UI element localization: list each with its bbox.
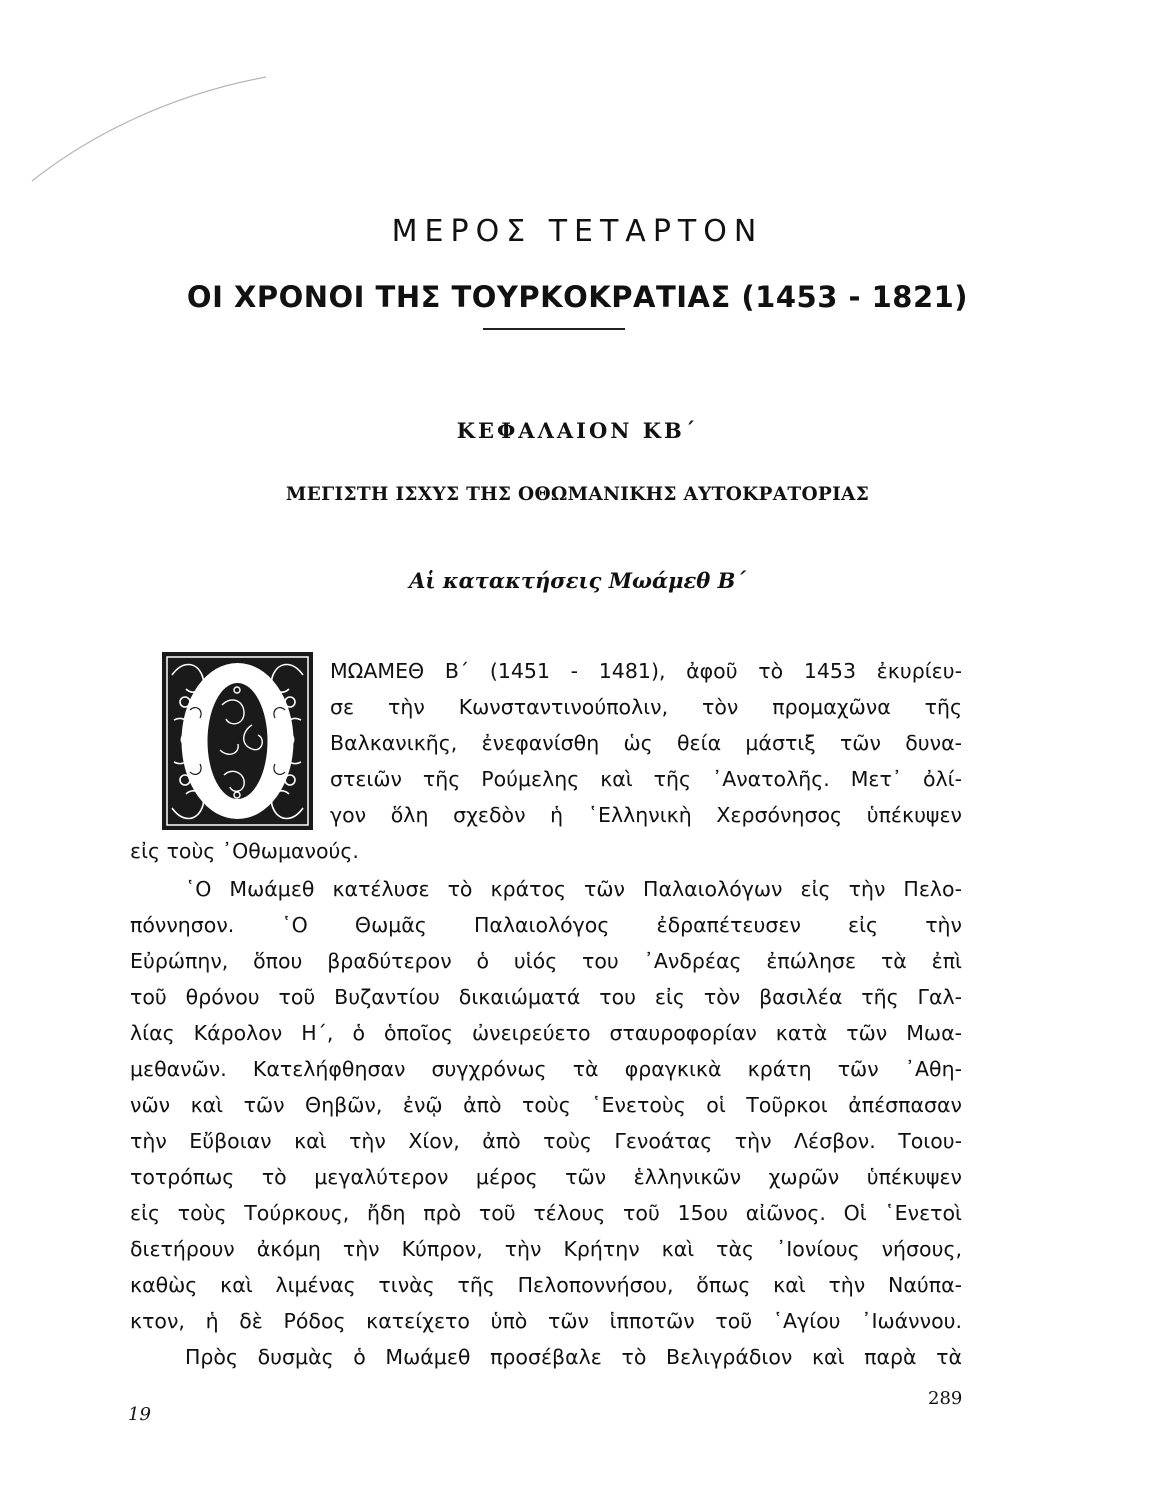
pencil-stroke	[30, 75, 270, 185]
body-line-8: πόννησον. ῾Ο Θωμᾶς Παλαιολόγος ἐδραπέτευσεν εἰς τὴν	[130, 913, 962, 937]
body-line-3: Βαλκανικῆς, ἐνεφανίσθη ὡς θεία μάστιξ τῶν δυνα-	[330, 731, 962, 755]
body-line-20: Πρὸς δυσμὰς ὁ Μωάμεθ προσέβαλε τὸ Βελιγράδιον καὶ παρὰ τὰ	[185, 1345, 962, 1369]
ornamental-initial	[160, 650, 315, 832]
body-line-6: εἰς τοὺς ᾿Οθωμανούς.	[130, 839, 359, 863]
body-line-19: κτον, ἡ δὲ Ρόδος κατείχετο ὑπὸ τῶν ἱπποτῶν τοῦ ῾Αγίου ᾿Ιωάννου.	[130, 1309, 962, 1333]
body-line-7: ῾Ο Μωάμεθ κατέλυσε τὸ κράτος τῶν Παλαιολόγων εἰς τὴν Πελο-	[185, 877, 962, 901]
heading-rule	[483, 328, 625, 330]
chapter-number: ΚΕΦΑΛΑΙΟΝ ΚΒ΄	[456, 418, 699, 443]
part-subheading: ΟΙ ΧΡΟΝΟΙ ΤΗΣ ΤΟΥΡΚΟΚΡΑΤΙΑΣ (1453 - 1821)	[186, 280, 969, 314]
body-line-16: εἰς τοὺς Τούρκους, ἤδη πρὸ τοῦ τέλους τοῦ 15ου αἰῶνος. Οἱ ῾Ενετοὶ	[130, 1201, 962, 1225]
part-heading: ΜΕΡΟΣ ΤΕΤΑΡΤΟΝ	[391, 214, 764, 249]
body-line-13: νῶν καὶ τῶν Θηβῶν, ἐνῷ ἀπὸ τοὺς ῾Ενετοὺς οἱ Τοῦρκοι ἀπέσπασαν	[130, 1093, 962, 1117]
body-line-11: λίας Κάρολον Η΄, ὁ ὁποῖος ὠνειρεύετο σταυροφορίαν κατὰ τῶν Μωα-	[130, 1021, 962, 1045]
chapter-title: ΜΕΓΙΣΤΗ ΙΣΧΥΣ ΤΗΣ ΟΘΩΜΑΝΙΚΗΣ ΑΥΤΟΚΡΑΤΟΡΙΑΣ	[285, 484, 870, 505]
section-title: Αἱ κατακτήσεις Μωάμεθ Β΄	[409, 568, 746, 593]
body-line-17: διετήρουν ἀκόμη τὴν Κύπρον, τὴν Κρήτην καὶ τὰς ᾿Ιονίους νήσους,	[130, 1237, 962, 1261]
body-line-18: καθὼς καὶ λιμένας τινὰς τῆς Πελοποννήσου, ὅπως καὶ τὴν Ναύπα-	[130, 1273, 962, 1297]
body-line-4: στειῶν τῆς Ρούμελης καὶ τῆς ᾿Ανατολῆς. Μετ᾿ ὀλί-	[330, 767, 962, 791]
body-line-14: τὴν Εὔβοιαν καὶ τὴν Χίον, ἀπὸ τοὺς Γενοάτας τὴν Λέσβον. Τοιου-	[130, 1129, 962, 1153]
signature-mark: 19	[128, 1404, 151, 1425]
body-line-5: γον ὅλη σχεδὸν ἡ ῾Ελληνικὴ Χερσόνησος ὑπέκυψεν	[330, 803, 962, 827]
body-line-10: τοῦ θρόνου τοῦ Βυζαντίου δικαιώματά του εἰς τὸν βασιλέα τῆς Γαλ-	[130, 985, 962, 1009]
body-line-2: σε τὴν Κωνσταντινούπολιν, τὸν προμαχῶνα τῆς	[330, 695, 962, 719]
body-line-12: μεθανῶν. Κατελήφθησαν συγχρόνως τὰ φραγκικὰ κράτη τῶν ᾿Αθη-	[130, 1057, 962, 1081]
body-line-9: Εὐρώπην, ὅπου βραδύτερον ὁ υἱός του ᾿Ανδρέας ἐπώλησε τὰ ἐπὶ	[130, 949, 962, 973]
body-line-15: τοτρόπως τὸ μεγαλύτερον μέρος τῶν ἑλληνικῶν χωρῶν ὑπέκυψεν	[130, 1165, 962, 1189]
page-number: 289	[928, 1388, 963, 1409]
body-line-1: ΜΩΑΜΕΘ Β΄ (1451 - 1481), ἀφοῦ τὸ 1453 ἐκυρίευ-	[330, 659, 962, 683]
